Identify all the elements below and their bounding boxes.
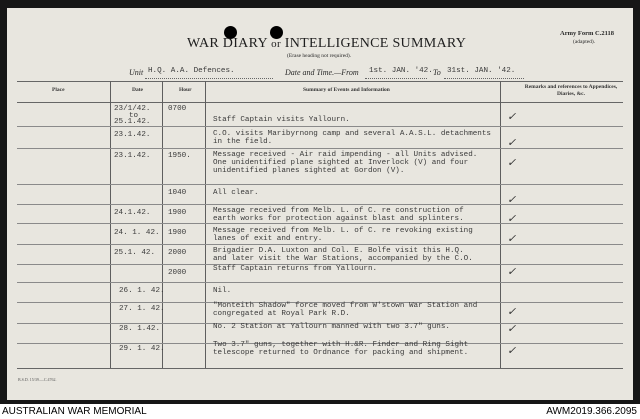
entry-line: lanes of exit and entry. [213,235,323,243]
to-date-value: 31st. JAN. '42. [447,67,516,75]
title-war-diary: WAR DIARY [187,36,268,51]
entry-hour: 2000 [168,249,187,257]
entry-line: C.O. visits Maribyrnong camp and several A.A.S.L. detachments [213,130,491,138]
entry-line: No. 2 Station at Yallourn manned with two 3.7" guns. [213,323,450,331]
entry-line: Nil. [213,287,232,295]
remarks-mark: ✓ [507,233,517,245]
entry-date: 24. 1. 42. [114,229,160,237]
entry-hour: 1040 [168,189,187,197]
entry-line: telescope returned to Ordnance for packing and shipment. [213,349,469,357]
entry-line: Message received from Melb. L. of C. re revoking existing [213,227,473,235]
war-diary-sheet [7,8,633,400]
entry-hour: 1950. [168,152,191,160]
entry-date: 26. 1. 42. [119,287,165,295]
remarks-mark: ✓ [507,345,517,357]
entry-date: 25.1. 42. [114,249,156,257]
entry-date: 28. 1.42. [119,325,161,333]
column-header-remarks [523,84,619,98]
column-header-date: Date [132,87,143,93]
title-intelligence-summary: INTELLIGENCE SUMMARY [284,36,467,51]
to-label: To [433,68,441,77]
remarks-mark: ✓ [507,111,517,123]
entry-line: Two 3.7" guns, together with H.&R. Finder and Ring Sight [213,341,469,349]
entry-hour: 2000 [168,269,187,277]
caption-institution: AUSTRALIAN WAR MEMORIAL [2,406,147,417]
caption-bar [0,404,640,419]
adapted-label: (adapted). [573,39,596,45]
remarks-mark: ✓ [507,266,517,278]
caption-accession-number: AWM2019.366.2095 [546,406,637,417]
entry-line: unidentified planes sighted at Gordon (V). [213,167,405,175]
entry-line: and later visit the War Stations, accompanied by the C.O. [213,255,473,263]
erase-note: (Erase heading not required). [287,53,352,59]
title-or: or [271,38,281,50]
remarks-mark: ✓ [507,194,517,206]
entry-date: 27. 1. 42. [119,305,165,313]
entry-date: 23.1.42. [114,131,151,139]
remarks-mark: ✓ [507,213,517,225]
entry-line: Message received - Air raid impending - all Units advised. [213,151,478,159]
entry-line: earth works for protection against blast and splinters. [213,215,464,223]
entry-line: "Monteith Shadow" force moved from W'stown War Station and [213,302,478,310]
column-header-place: Place [52,87,65,93]
unit-label: Unit [129,68,144,77]
army-form-label: Army Form C.2118 [560,30,614,37]
remarks-mark: ✓ [507,306,517,318]
column-header-summary: Summary of Events and Information [303,87,390,93]
remarks-mark: ✓ [507,157,517,169]
remarks-mark: ✓ [507,137,517,149]
diary-title [187,37,466,51]
entry-line: congregated at Royal Park R.D. [213,310,350,318]
entry-date: 23.1.42. [114,152,151,160]
entry-hour: 0700 [168,105,187,113]
entry-date: 23/1/42. [114,105,151,113]
entry-date: 24.1.42. [114,209,151,217]
entry-line: Staff Captain visits Yallourn. [213,116,350,124]
entry-line: Brigadier D.A. Luxton and Col. E. Bolfe visit this H.Q. [213,247,464,255]
entry-hour: 1900 [168,229,187,237]
entry-date: 25.1.42. [114,118,151,126]
entry-hour: 1900 [168,209,187,217]
entry-line: Staff Captain returns from Yallourn. [213,265,378,273]
unit-value: H.Q. A.A. Defences. [148,67,235,75]
remarks-header-text: Remarks and references to Appendices, Diaries, &c. [524,84,618,97]
column-header-hour: Hour [179,87,192,93]
entry-line: in the field. [213,138,273,146]
entry-line: All clear. [213,189,259,197]
date-time-label: Date and Time.—From [285,68,359,77]
remarks-mark: ✓ [507,323,517,335]
entry-date: 29. 1. 42. [119,345,165,353]
entry-date: to [129,112,139,120]
entry-line: Message received from Melb. L. of C. re construction of [213,207,464,215]
entry-line: One unidentified plane sighted at Inverlock (V) and four [213,159,469,167]
from-date-value: 1st. JAN. '42. [369,67,433,75]
footer-print-code: B.S.D. 15/39.—C.4762. [18,377,57,382]
